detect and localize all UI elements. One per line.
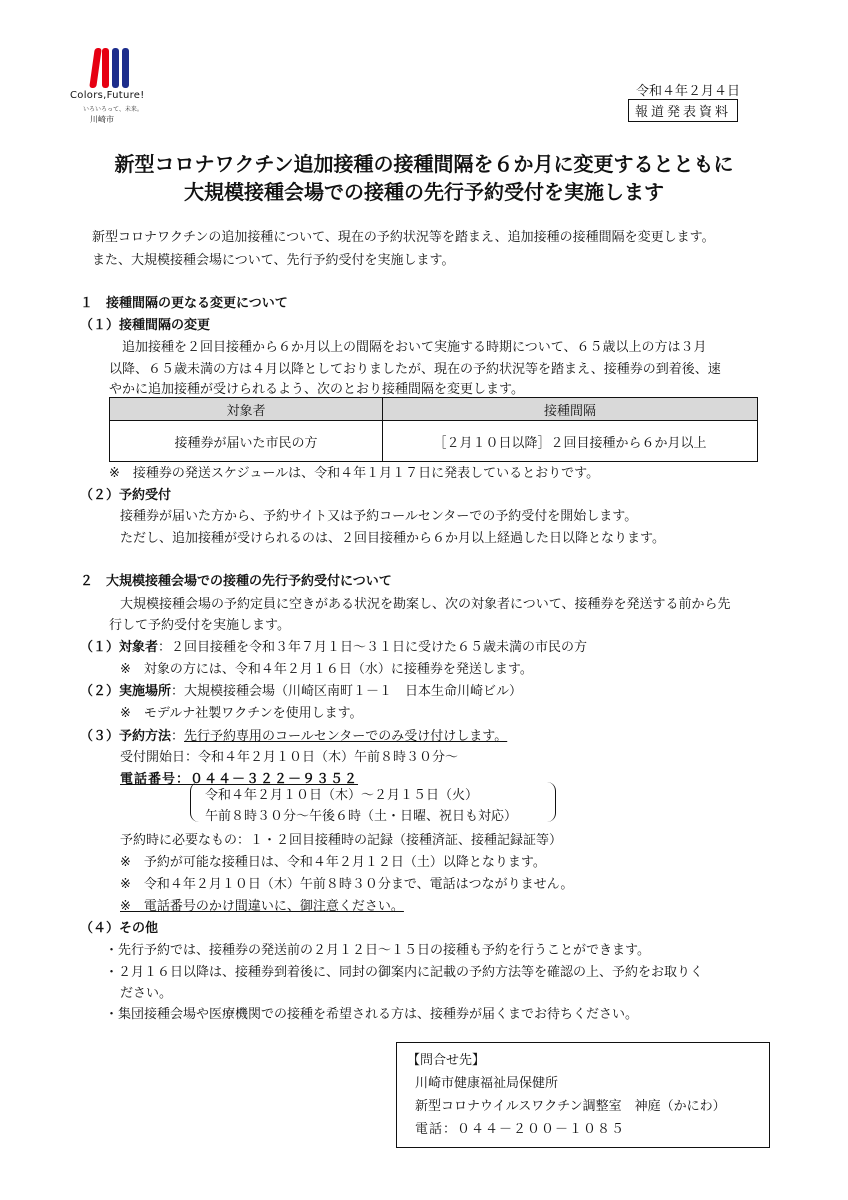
other-bullet-2a: ・２月１６日以降は、接種券到着後に、同封の御案内に記載の予約方法等を確認の上、予約をお取りく [105,965,704,980]
method-note-3: ※ 電話番号のかけ間違いに、御注意ください。 [120,899,404,914]
logo-bar-4 [122,48,129,88]
schedule-note: ※ 接種券の発送スケジュールは、令和４年１月１７日に発表しているとおりです。 [109,466,600,481]
logo-bar-2 [102,48,109,88]
logo-tagline: いろいろって、未来。 [83,106,143,113]
reception-start: 受付開始日：令和４年２月１０日（木）午前８時３０分～ [120,750,459,765]
method-text: 先行予約専用のコールセンターでのみ受け付けします。 [184,729,508,744]
logo-slogan: Colors,Future! [70,90,145,101]
section-1-2-body-1: 接種券が届いた方から、予約サイト又は予約コールセンターでの予約受付を開始します。 [120,509,638,524]
logo-city-name: 川崎市 [90,115,114,124]
intro-line-1: 新型コロナワクチンの追加接種について、現在の予約状況等を踏まえ、追加接種の接種間隔を変更します。 [92,230,715,245]
method-item [80,725,507,744]
reception-hours: 午前８時３０分～午後６時（土・日曜、祝日も対応） [205,809,518,824]
contact-office: 新型コロナウイルスワクチン調整室 神庭（かにわ） [415,1099,726,1114]
table-row [110,421,758,462]
method-note-1: ※ 予約が可能な接種日は、令和４年２月１２日（土）以降となります。 [120,855,546,870]
contact-heading: 【問合せ先】 [407,1053,486,1068]
table-header-target: 対象者 [110,398,383,421]
phone-number: 電話番号：０４４－３２２－９３５２ [120,772,359,787]
logo-bar-1 [89,48,102,88]
other-heading: （４）その他 [80,921,159,936]
other-bullet-2b: ださい。 [120,986,173,1001]
table-header-interval: 接種間隔 [383,398,758,421]
table-cell-interval: ［２月１０日以降］２回目接種から６か月以上 [383,421,758,462]
target-note: ※ 対象の方には、令和４年２月１６日（水）に接種券を発送します。 [120,662,533,677]
section-1-1-body-2: 以降、６５歳未満の方は４月以降としておりましたが、現在の予約状況等を踏まえ、接種券の到着後、速 [109,362,721,377]
method-note-2: ※ 令和４年２月１０日（木）午前８時３０分まで、電話はつながりません。 [120,877,574,892]
interval-table [109,397,758,462]
required-items: 予約時に必要なもの：１・２回目接種時の記録（接種済証、接種記録証等） [120,833,563,848]
reception-period: 令和４年２月１０日（木）～２月１５日（火） [205,788,479,803]
logo-bar-3 [112,48,119,88]
city-logo-mark [92,48,132,88]
section-1-2-heading: （２）予約受付 [80,488,172,503]
venue-item [80,680,522,699]
table-header-row [110,398,758,421]
release-date: 令和４年２月４日 [636,84,741,99]
press-release-label: 報道発表資料 [628,99,738,122]
other-bullet-3: ・集団接種会場や医療機関での接種を希望される方は、接種券が届くまでお待ちください。 [105,1007,639,1022]
section-1-2-body-2: ただし、追加接種が受けられるのは、２回目接種から６か月以上経過した日以降となります。 [120,531,665,546]
contact-box [396,1042,770,1148]
contact-phone: 電話：０４４－２００－１０８５ [415,1122,626,1137]
section-1-1-body-3: やかに追加接種が受けられるよう、次のとおり接種間隔を変更します。 [109,382,524,397]
section-1-heading: １ 接種間隔の更なる変更について [80,296,288,311]
method-sep: ： [171,729,185,744]
method-label: （３）予約方法 [80,729,172,744]
contact-department: 川崎市健康福祉局保健所 [415,1076,559,1091]
section-2-heading: ２ 大規模接種会場での接種の先行予約受付について [80,574,392,589]
page-title-line-1: 新型コロナワクチン追加接種の接種間隔を６か月に変更するとともに [114,152,734,176]
section-2-body-1: 大規模接種会場の予約定員に空きがある状況を勘案し、次の対象者について、接種券を発送する前から先 [120,597,731,612]
intro-line-2: また、大規模接種会場について、先行予約受付を実施します。 [92,253,455,268]
target-text: ：２回目接種を令和３年７月１日～３１日に受けた６５歳未満の市民の方 [158,640,588,655]
table-cell-target: 接種券が届いた市民の方 [110,421,383,462]
venue-note: ※ モデルナ社製ワクチンを使用します。 [120,706,363,721]
target-label: （１）対象者 [80,640,159,655]
section-1-1-heading: （１）接種間隔の変更 [80,318,211,333]
section-1-1-body-1: 追加接種を２回目接種から６か月以上の間隔をおいて実施する時期について、６５歳以上の方は３月 [122,340,707,355]
target-item [80,636,587,655]
section-2-body-2: 行して予約受付を実施します。 [109,618,290,633]
venue-label: （２）実施場所 [80,684,172,699]
other-bullet-1: ・先行予約では、接種券の発送前の２月１２日～１５日の接種も予約を行うことができます。 [105,943,650,958]
page-title-line-2: 大規模接種会場での接種の先行予約受付を実施します [184,180,664,204]
venue-text: ：大規模接種会場（川崎区南町１－１ 日本生命川崎ビル） [171,684,523,699]
